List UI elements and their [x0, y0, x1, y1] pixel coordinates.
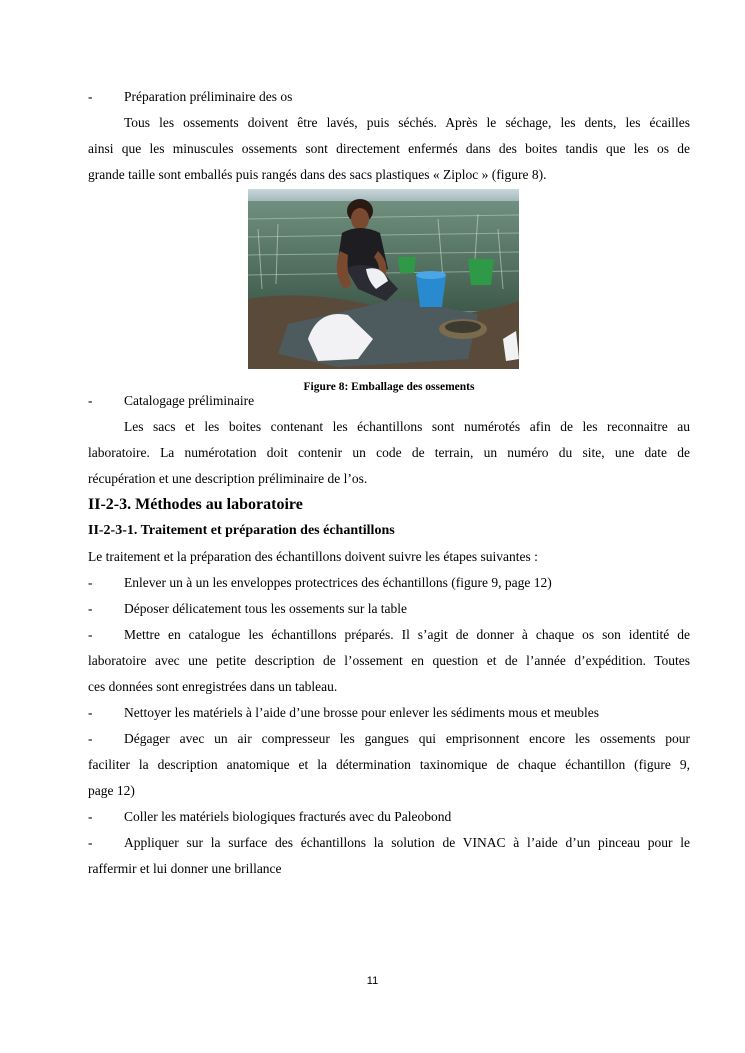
bullet-marker: - — [88, 393, 93, 408]
bullet-marker: - — [88, 89, 93, 104]
paragraph-line: Les sacs et les boites contenant les échantillons sont numérotés afin de les reconnaitre au — [124, 419, 690, 434]
step-text: Appliquer sur la surface des échantillons la solution de VINAC à l’aide d’un pinceau pour le — [124, 835, 690, 850]
bullet-text: Catalogage préliminaire — [124, 393, 255, 408]
bullet-marker: - — [88, 835, 93, 850]
step-continuation: page 12) — [88, 783, 135, 798]
paragraph-line: laboratoire. La numérotation doit contenir un code de terrain, un numéro du site, une date de — [88, 445, 690, 460]
step-item — [88, 830, 690, 856]
step-item — [88, 804, 690, 830]
page-number: 11 — [366, 975, 379, 987]
photo-illustration — [248, 189, 519, 369]
paragraph-line: Tous les ossements doivent être lavés, puis séchés. Après le séchage, les dents, les écailles — [124, 115, 690, 130]
step-continuation: ces données sont enregistrées dans un tableau. — [88, 679, 338, 694]
figure-8 — [88, 189, 690, 372]
bullet-text: Préparation préliminaire des os — [124, 89, 293, 104]
subsection-heading-treatment: II-2-3-1. Traitement et préparation des échantillons — [88, 523, 395, 538]
step-continuation: raffermir et lui donner une brillance — [88, 861, 282, 876]
bullet-marker: - — [88, 705, 93, 720]
step-text: Déposer délicatement tous les ossements sur la table — [124, 601, 408, 616]
figure-caption: Figure 8: Emballage des ossements — [303, 381, 475, 393]
bullet-heading-catalogage — [88, 388, 690, 414]
step-item — [88, 622, 690, 648]
bullet-heading-preparation — [88, 84, 690, 110]
bullet-marker: - — [88, 601, 93, 616]
bullet-marker: - — [88, 627, 93, 642]
paragraph-line: ainsi que les minuscules ossements sont directement enfermés dans des boites tandis que les os de — [88, 141, 690, 156]
step-text: Dégager avec un air compresseur les gangues qui emprisonnent encore les ossements pour — [124, 731, 690, 746]
document-page — [88, 84, 690, 882]
step-item — [88, 570, 690, 596]
step-item — [88, 726, 690, 752]
step-text: Enlever un à un les enveloppes protectrices des échantillons (figure 9, page 12) — [124, 575, 552, 590]
section-heading-methods: II-2-3. Méthodes au laboratoire — [88, 496, 303, 513]
step-continuation: laboratoire avec une petite description de l’ossement en question et de l’année d’expédition. Toutes — [88, 653, 690, 668]
step-text: Coller les matériels biologiques fracturés avec du Paleobond — [124, 809, 452, 824]
paragraph-line: grande taille sont emballés puis rangés dans des sacs plastiques « Ziploc » (figure 8). — [88, 167, 547, 182]
intro-line: Le traitement et la préparation des échantillons doivent suivre les étapes suivantes : — [88, 549, 538, 564]
bullet-marker: - — [88, 731, 93, 746]
paragraph-line: récupération et une description préliminaire de l’os. — [88, 471, 368, 486]
step-item — [88, 596, 690, 622]
step-text: Mettre en catalogue les échantillons préparés. Il s’agit de donner à chaque os son identité de — [124, 627, 690, 642]
bullet-marker: - — [88, 809, 93, 824]
bullet-marker: - — [88, 575, 93, 590]
step-item — [88, 700, 690, 726]
photo-packing-bones — [248, 189, 519, 369]
step-text: Nettoyer les matériels à l’aide d’une brosse pour enlever les sédiments mous et meubles — [124, 705, 599, 720]
step-continuation: faciliter la description anatomique et la détermination taxinomique de chaque échantillon (figure 9, — [88, 757, 690, 772]
